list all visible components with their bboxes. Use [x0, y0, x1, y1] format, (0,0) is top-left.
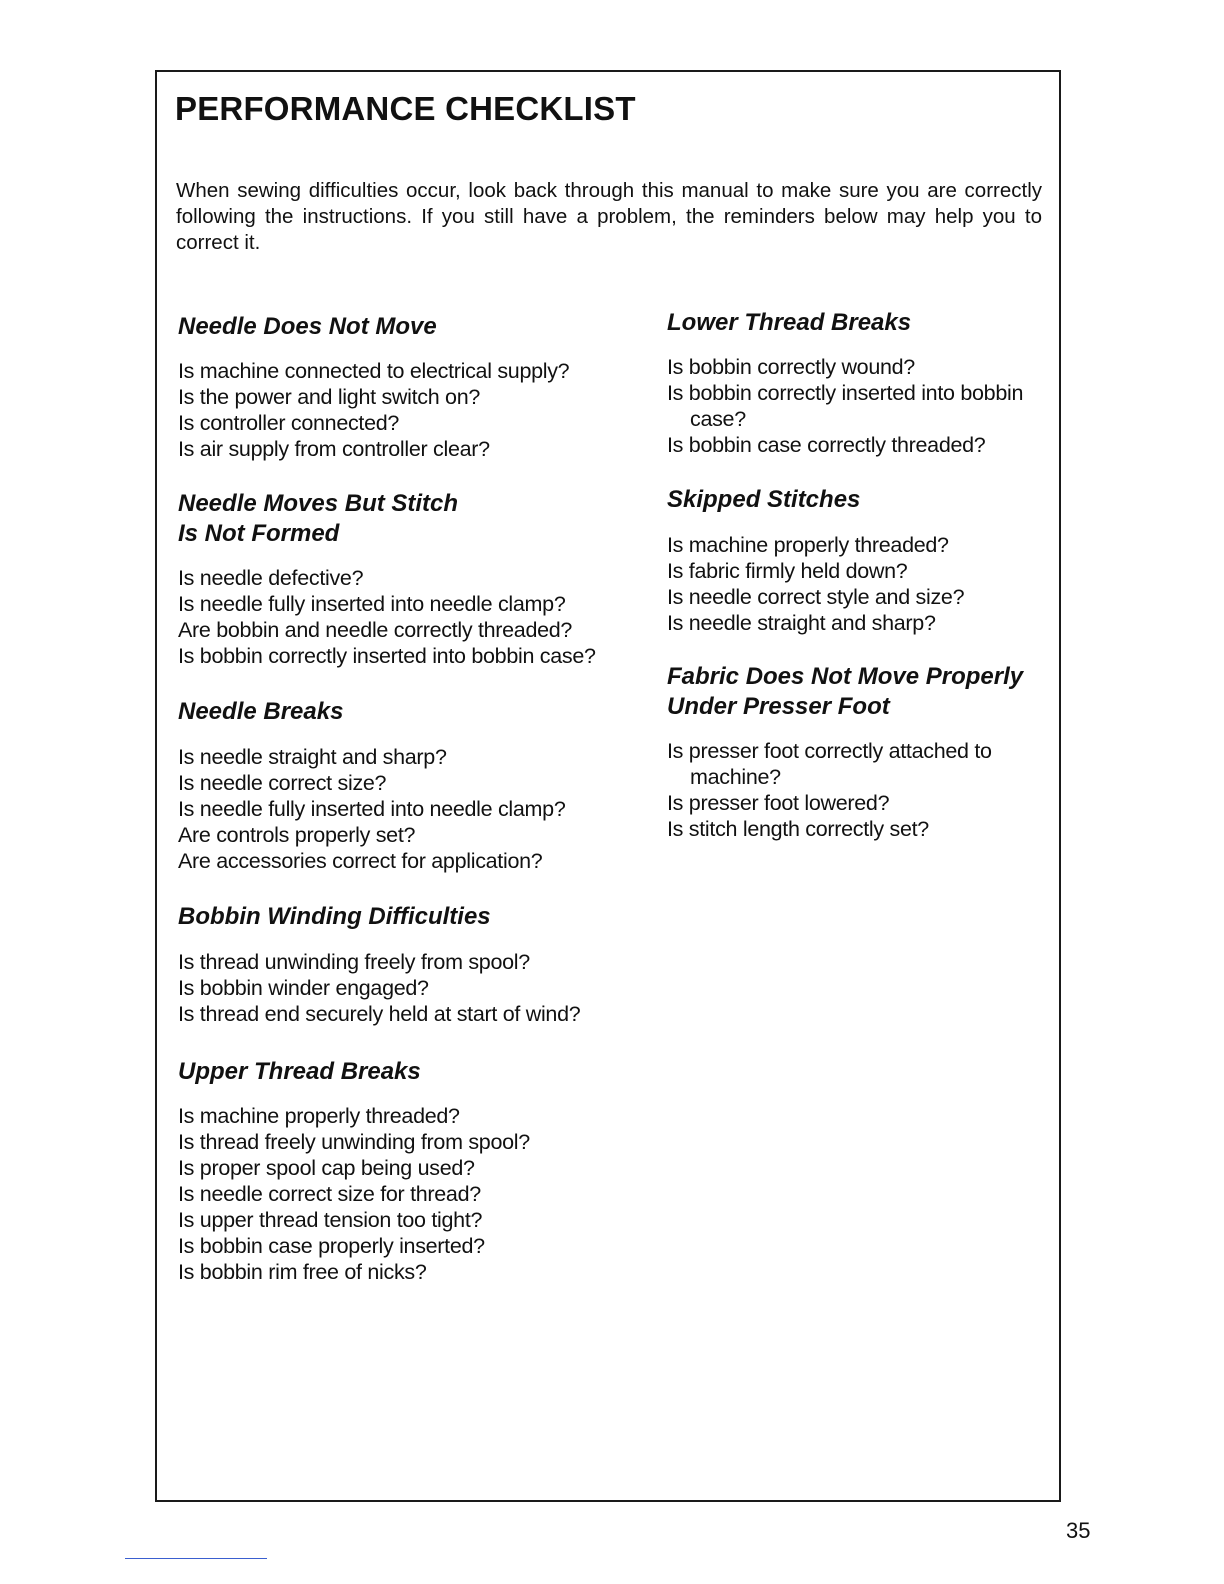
question-item: Is thread unwinding freely from spool? — [178, 950, 530, 974]
question-item: Are bobbin and needle correctly threaded? — [178, 618, 573, 642]
question-item: Is bobbin correctly wound? — [667, 355, 915, 379]
section-heading: Bobbin Winding Difficulties — [178, 903, 491, 930]
question-item: Is bobbin correctly inserted into bobbin case? — [667, 381, 1024, 431]
section-bobbin-winding-difficulties — [178, 902, 608, 1027]
question-item: Is needle straight and sharp? — [178, 745, 447, 769]
question-list — [178, 358, 608, 462]
question-item: Is thread freely unwinding from spool? — [178, 1130, 530, 1154]
question-item: Is needle defective? — [178, 566, 364, 590]
section-upper-thread-breaks — [178, 1057, 608, 1285]
question-list — [178, 744, 608, 874]
question-item: Is machine properly threaded? — [178, 1104, 460, 1128]
question-list — [178, 949, 608, 1027]
question-item: Is air supply from controller clear? — [178, 437, 490, 461]
section-needle-does-not-move — [178, 312, 608, 462]
question-list — [667, 738, 1057, 842]
question-list — [178, 1103, 608, 1285]
section-fabric-does-not-move-properly — [667, 662, 1057, 842]
left-column — [178, 312, 608, 1285]
question-item: Is upper thread tension too tight? — [178, 1208, 483, 1232]
page-title: PERFORMANCE CHECKLIST — [175, 90, 636, 127]
question-item: Is the power and light switch on? — [178, 385, 481, 409]
question-item: Is needle correct size for thread? — [178, 1182, 481, 1206]
question-item: Is fabric firmly held down? — [667, 559, 908, 583]
section-heading: Skipped Stitches — [667, 486, 861, 513]
question-list — [667, 532, 1057, 636]
question-item: Is machine properly threaded? — [667, 533, 949, 557]
section-heading: Upper Thread Breaks — [178, 1058, 421, 1085]
question-item: Are controls properly set? — [178, 823, 416, 847]
question-item: Is thread end securely held at start of wind? — [178, 1002, 581, 1026]
footer-rule — [125, 1558, 267, 1559]
intro-paragraph: When sewing difficulties occur, look back through this manual to make sure you are correctly following the instructions. If you still have a problem, the reminders below may help you to correct it. — [176, 179, 1042, 254]
question-item: Is bobbin rim free of nicks? — [178, 1260, 427, 1284]
page-number: 35 — [1066, 1518, 1091, 1543]
question-item: Is bobbin winder engaged? — [178, 976, 429, 1000]
question-list — [178, 565, 608, 669]
question-item: Is presser foot lowered? — [667, 791, 890, 815]
right-column — [667, 308, 1057, 842]
question-item: Is bobbin case properly inserted? — [178, 1234, 485, 1258]
question-item: Is presser foot correctly attached to machine? — [667, 739, 992, 789]
question-item: Is needle fully inserted into needle clamp? — [178, 592, 566, 616]
section-heading: Needle Moves But Stitch Is Not Formed — [178, 490, 459, 547]
question-item: Are accessories correct for application? — [178, 849, 543, 873]
section-lower-thread-breaks — [667, 308, 1057, 458]
section-heading: Needle Breaks — [178, 698, 344, 725]
section-needle-moves-but-stitch-not-formed — [178, 489, 608, 669]
question-item: Is needle correct size? — [178, 771, 387, 795]
question-item: Is controller connected? — [178, 411, 400, 435]
question-list — [667, 354, 1057, 458]
question-item: Is machine connected to electrical supply? — [178, 359, 570, 383]
question-item: Is needle fully inserted into needle clamp? — [178, 797, 566, 821]
question-item: Is needle straight and sharp? — [667, 611, 936, 635]
section-needle-breaks — [178, 697, 608, 874]
question-item: Is bobbin correctly inserted into bobbin case? — [178, 644, 596, 668]
section-heading: Lower Thread Breaks — [667, 309, 912, 336]
question-item: Is bobbin case correctly threaded? — [667, 433, 986, 457]
section-heading: Needle Does Not Move — [178, 313, 437, 340]
question-item: Is stitch length correctly set? — [667, 817, 929, 841]
section-skipped-stitches — [667, 485, 1057, 636]
section-heading: Fabric Does Not Move Properly Under Presser Foot — [667, 663, 1024, 720]
question-item: Is needle correct style and size? — [667, 585, 965, 609]
question-item: Is proper spool cap being used? — [178, 1156, 475, 1180]
